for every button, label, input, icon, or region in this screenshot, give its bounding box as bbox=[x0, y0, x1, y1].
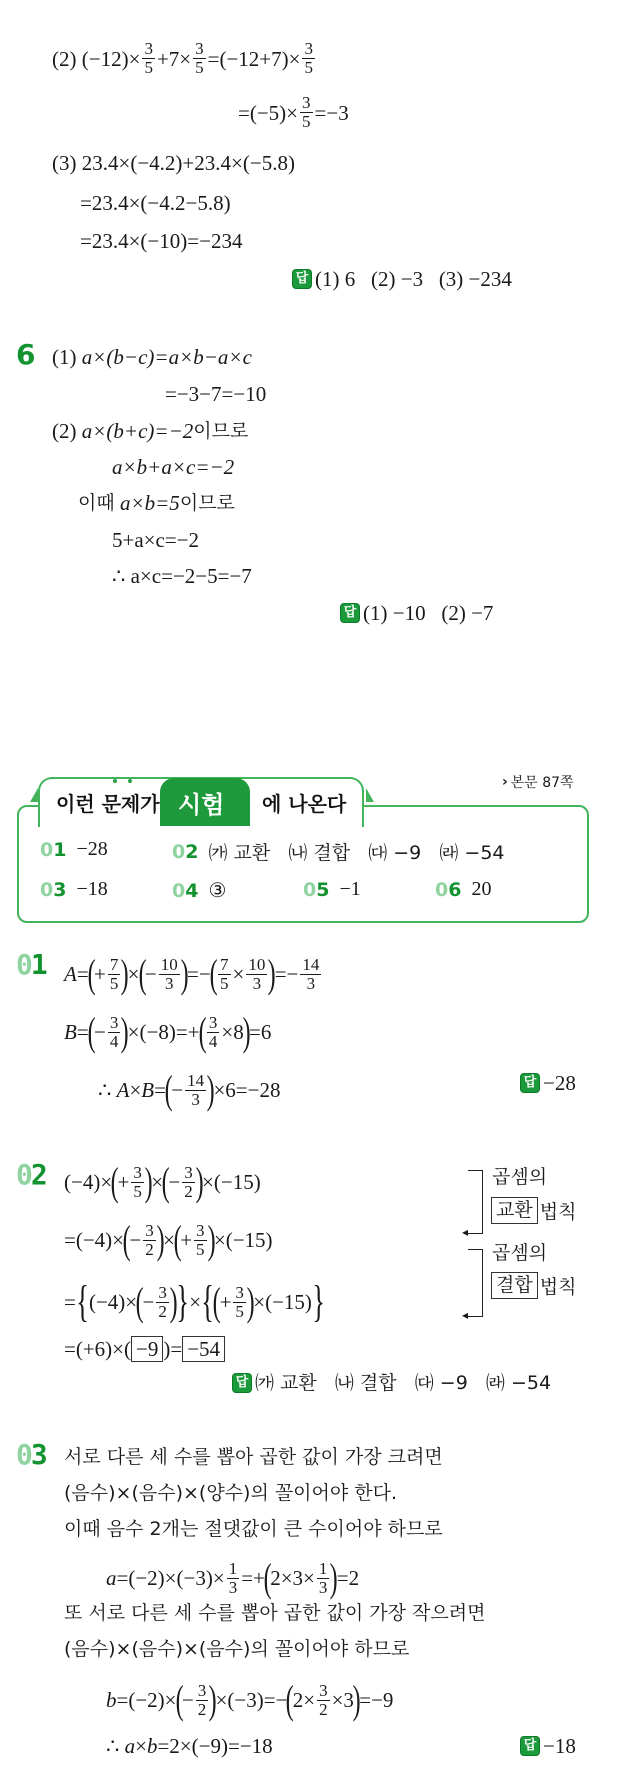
exam-item-04 bbox=[172, 878, 226, 903]
item-answer: −18 bbox=[76, 878, 108, 900]
answer-icon: 답 bbox=[520, 1736, 540, 1756]
exam-title-highlight: 시험 bbox=[178, 791, 225, 819]
q01-line-B: B = ( − $\frac{3}{4}$ ) ×(−8)=+ ( $\frac{3}{4}$ ×8 ) =6 bbox=[64, 1009, 272, 1054]
item-number: 04 bbox=[172, 879, 199, 902]
part-label: (2) bbox=[52, 419, 77, 443]
item-number: 02 bbox=[172, 840, 199, 863]
answer-text: ㈎ 교환 ㈏ 결합 ㈐ −9 ㈑ −54 bbox=[255, 1372, 552, 1394]
p6-part2-line3 bbox=[78, 490, 235, 516]
exam-item-06 bbox=[435, 878, 491, 901]
q02-answer bbox=[232, 1370, 551, 1396]
korean-text: 이므로 bbox=[193, 420, 249, 442]
bracket-arrow-1 bbox=[468, 1170, 483, 1234]
blank-box-d: −54 bbox=[182, 1336, 225, 1362]
problem-number: 6 bbox=[16, 338, 36, 371]
p6-part2-line5: ∴ a×c=−2−5=−7 bbox=[112, 564, 252, 588]
part-label: (3) bbox=[52, 151, 77, 175]
fraction: $\frac{3}{5}$ bbox=[195, 39, 204, 77]
q02-line2: =(−4)× ( − $\frac{3}{2}$ ) × ( + $\frac{3}{5}$ ) ×(−15) bbox=[64, 1217, 273, 1262]
item-answer: ③ bbox=[208, 880, 227, 902]
q03-text-3: 이때 음수 2개는 절댓값이 큰 수이어야 하므로 bbox=[64, 1518, 443, 1540]
bracket-arrow-2 bbox=[468, 1249, 483, 1317]
side-label-2-top: 곱셈의 bbox=[492, 1242, 548, 1264]
s5-part3-line2: =23.4×(−4.2−5.8) bbox=[80, 191, 231, 215]
answer-text: (1) 6 (2) −3 (3) −234 bbox=[315, 267, 512, 291]
exam-item-01 bbox=[40, 838, 108, 861]
q01-line-A: A = ( + $\frac{7}{5}$ ) × ( − $\frac{10}{3}$ ) =− ( $\frac{7}{5}$ × $\frac{10}{3}$ ) =− $\frac{14}{3}$ bbox=[64, 951, 320, 996]
blank-box-c: −9 bbox=[131, 1336, 163, 1362]
p6-part2-line2: a×b+a×c=−2 bbox=[112, 455, 235, 479]
p6-part1-line1 bbox=[52, 344, 252, 370]
item-answer: 20 bbox=[471, 878, 492, 900]
s5-part3-line1 bbox=[52, 150, 295, 176]
part-label: (2) bbox=[52, 46, 77, 71]
exam-title-post: 에 나온다 bbox=[262, 792, 347, 816]
korean-text: 이므로 bbox=[179, 492, 235, 514]
answer-icon: 답 bbox=[292, 269, 312, 289]
page-reference bbox=[502, 772, 574, 792]
item-answer: −28 bbox=[76, 838, 108, 860]
item-number: 03 bbox=[40, 878, 67, 901]
q03-text-2: (음수)×(음수)×(양수)의 꼴이어야 한다. bbox=[64, 1482, 398, 1504]
q02-line3: = { (−4)× ( − $\frac{3}{2}$ ) } × { ( + $\frac{3}{5}$ ) ×(−15) } bbox=[64, 1277, 325, 1326]
q02-line1: (−4)× ( + $\frac{3}{5}$ ) × ( − $\frac{3}{2}$ ) ×(−15) bbox=[64, 1159, 261, 1204]
q03-eq-b: b =(−2)× ( − $\frac{3}{2}$ ) ×(−3)=− ( 2× $\frac{3}{2}$ ×3 ) =−9 bbox=[106, 1677, 394, 1722]
fraction: $\frac{3}{5}$ bbox=[144, 39, 153, 77]
equation: a×(b+c)=−2 bbox=[81, 419, 194, 443]
side-label-2: 결합 법칙 bbox=[491, 1272, 576, 1299]
blank-box-b: 결합 bbox=[491, 1272, 538, 1299]
exam-item-02 bbox=[172, 838, 505, 865]
answer-icon: 답 bbox=[340, 603, 360, 623]
q03-text-1: 서로 다른 세 수를 뽑아 곱한 값이 가장 크려면 bbox=[64, 1446, 443, 1468]
p6-part1-line2: =−3−7=−10 bbox=[165, 382, 267, 406]
page-ref-text: 본문 87쪽 bbox=[510, 775, 574, 791]
q02-line4: =(+6)×( −9 )= −54 bbox=[64, 1336, 225, 1362]
emphasis-dot bbox=[113, 779, 117, 783]
exam-title-pre: 이런 문제가 bbox=[56, 792, 160, 816]
question-number: 01 bbox=[16, 948, 46, 981]
q01-answer bbox=[520, 1070, 576, 1096]
item-number: 06 bbox=[435, 878, 462, 901]
q03-text-5: (음수)×(음수)×(음수)의 꼴이어야 하므로 bbox=[64, 1638, 410, 1660]
equation: a×b=5 bbox=[119, 491, 180, 515]
side-label-1-top: 곱셈의 bbox=[492, 1166, 548, 1188]
q03-text-4: 또 서로 다른 세 수를 뽑아 곱한 값이 가장 작으려면 bbox=[64, 1602, 486, 1624]
tab-corner-left-icon bbox=[30, 788, 38, 802]
exam-item-05 bbox=[303, 878, 361, 901]
emphasis-dot bbox=[128, 779, 132, 783]
arrow-left-icon: ◂ bbox=[462, 1225, 469, 1239]
p6-part2-line4: 5+a×c=−2 bbox=[112, 528, 200, 552]
exam-item-03 bbox=[40, 878, 108, 901]
item-answer: −1 bbox=[339, 878, 361, 900]
tab-corner-right-icon bbox=[366, 788, 374, 802]
arrow-left-icon: ◂ bbox=[462, 1308, 469, 1322]
s5-part2-line2: =(−5)× $\frac{3}{5}$ =−3 bbox=[238, 93, 349, 131]
q03-eq-c: ∴ a × b =2×(−9)=−18 bbox=[106, 1734, 273, 1758]
q03-eq-a: a =(−2)×(−3)× $\frac{1}{3}$ =+ ( 2×3× $\frac{1}{3}$ ) =2 bbox=[106, 1555, 360, 1600]
part-label: (1) bbox=[52, 345, 77, 369]
korean-text: 이때 bbox=[78, 492, 115, 514]
answer-text: −28 bbox=[543, 1071, 576, 1095]
item-answer: ㈎ 교환 ㈏ 결합 ㈐ −9 ㈑ −54 bbox=[208, 842, 505, 864]
item-number: 01 bbox=[40, 838, 67, 861]
q01-line-C: ∴ A × B = ( − $\frac{14}{3}$ ) ×6=−28 bbox=[98, 1067, 281, 1112]
fraction: $\frac{3}{5}$ bbox=[304, 39, 313, 77]
side-label-1: 교환 법칙 bbox=[491, 1197, 576, 1224]
fraction: $\frac{3}{5}$ bbox=[302, 93, 311, 131]
s5-part2-line1: (2) (−12)× $\frac{3}{5}$ +7× $\frac{3}{5}$ =(−12+7)× $\frac{3}{5}$ bbox=[52, 39, 313, 77]
chevron-right-icon: › bbox=[502, 774, 508, 790]
equation: 23.4×(−4.2)+23.4×(−5.8) bbox=[81, 151, 295, 175]
question-number: 03 bbox=[16, 1438, 46, 1471]
equation: a×(b−c)=a×b−a×c bbox=[81, 345, 252, 369]
s5-answer bbox=[292, 266, 512, 292]
answer-text: −18 bbox=[543, 1734, 576, 1758]
answer-icon: 답 bbox=[232, 1373, 252, 1393]
item-number: 05 bbox=[303, 878, 330, 901]
p6-answer bbox=[340, 600, 493, 626]
answer-text: (1) −10 (2) −7 bbox=[363, 601, 494, 625]
s5-part3-line3: =23.4×(−10)=−234 bbox=[80, 229, 243, 253]
question-number: 02 bbox=[16, 1158, 46, 1191]
blank-box-a: 교환 bbox=[491, 1197, 538, 1224]
p6-part2-line1 bbox=[52, 418, 248, 444]
q03-answer bbox=[520, 1733, 576, 1759]
answer-icon: 답 bbox=[520, 1073, 540, 1093]
